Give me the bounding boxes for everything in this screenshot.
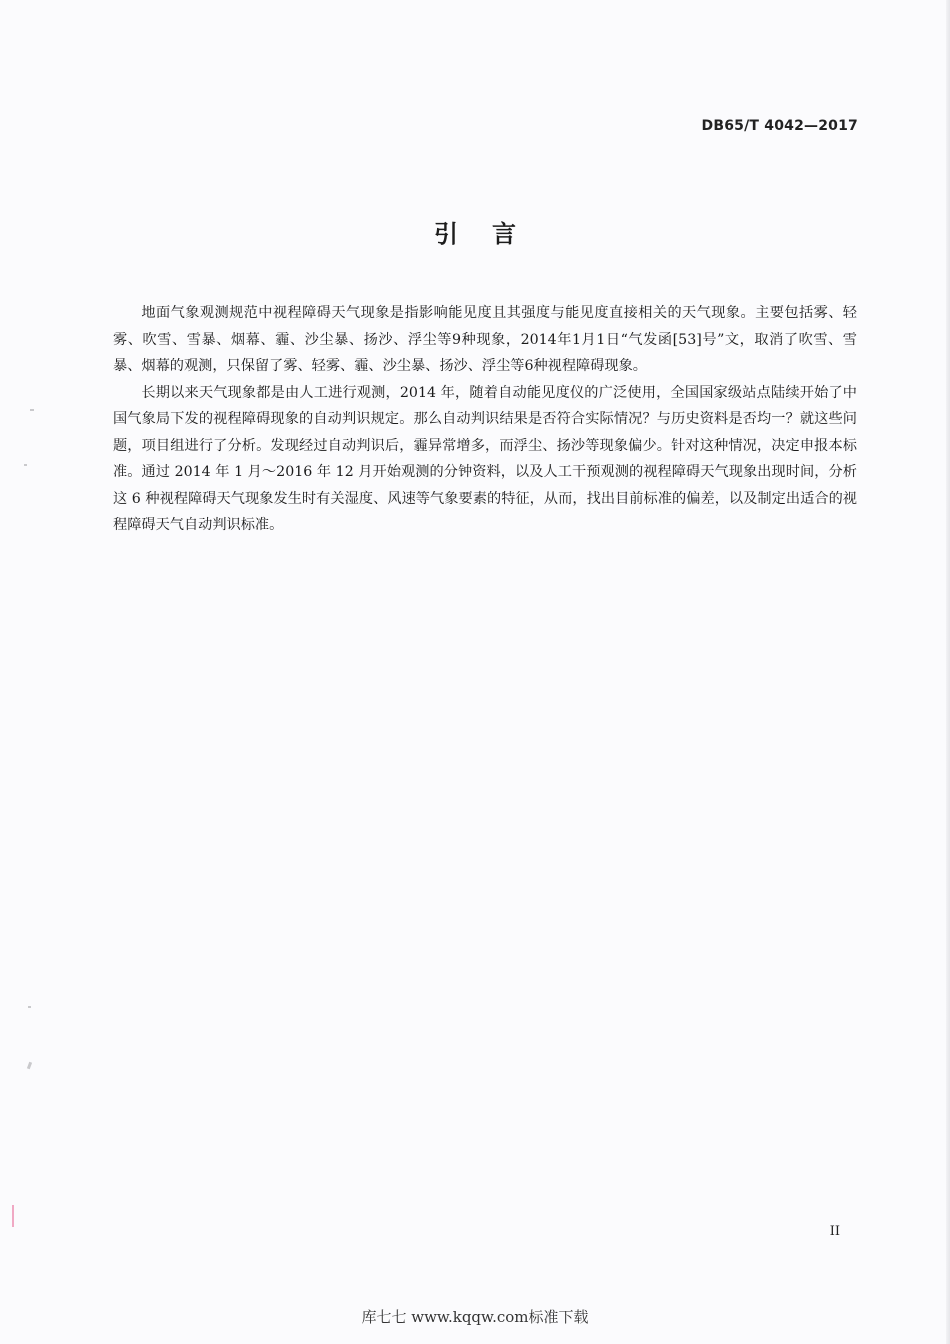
scan-artifact-mark [12, 1205, 14, 1227]
footer-watermark: 库七七 www.kqqw.com标准下载 [361, 1308, 589, 1326]
paragraph: 长期以来天气现象都是由人工进行观测，2014 年，随着自动能见度仪的广泛使用，全国国家级站点陆续开始了中国气象局下发的视程障碍现象的自动判识规定。那么自动判识结果是否符合实际情况？与历史资料是否均一？就这些问题，项目组进行了分析。发现经过自动判识后，霾异常增多，而浮尘、扬沙等现象偏少。针对这种情况，决定申报本标准。通过 2014 年 1 月～2016 年 12 月开始观测的分钟资料，以及人工干预观测的视程障碍天气现象出现时间，分析这 6 种视程障碍天气现象发生时有关湿度、风速等气象要素的特征，从而，找出目前标准的偏差，以及制定出适合的视程障碍天气自动判识标准。 [113, 384, 857, 533]
paragraph: 地面气象观测规范中视程障碍天气现象是指影响能见度且其强度与能见度直接相关的天气现象。主要包括雾、轻雾、吹雪、雪暴、烟幕、霾、沙尘暴、扬沙、浮尘等9种现象，2014年1月1日“气发函[53]号”文，取消了吹雪、雪暴、烟幕的观测，只保留了雾、轻雾、霾、沙尘暴、扬沙、浮尘等6种视程障碍现象。 [113, 305, 857, 374]
page-title: 引言 [434, 220, 550, 248]
scan-edge [946, 0, 950, 1344]
page-number: II [829, 1224, 840, 1239]
document-code: DB65/T 4042—2017 [701, 118, 858, 134]
scan-artifact-mark [30, 409, 34, 411]
document-body [113, 300, 857, 539]
scan-artifact-mark [24, 464, 27, 466]
scan-artifact-mark [28, 1006, 31, 1008]
